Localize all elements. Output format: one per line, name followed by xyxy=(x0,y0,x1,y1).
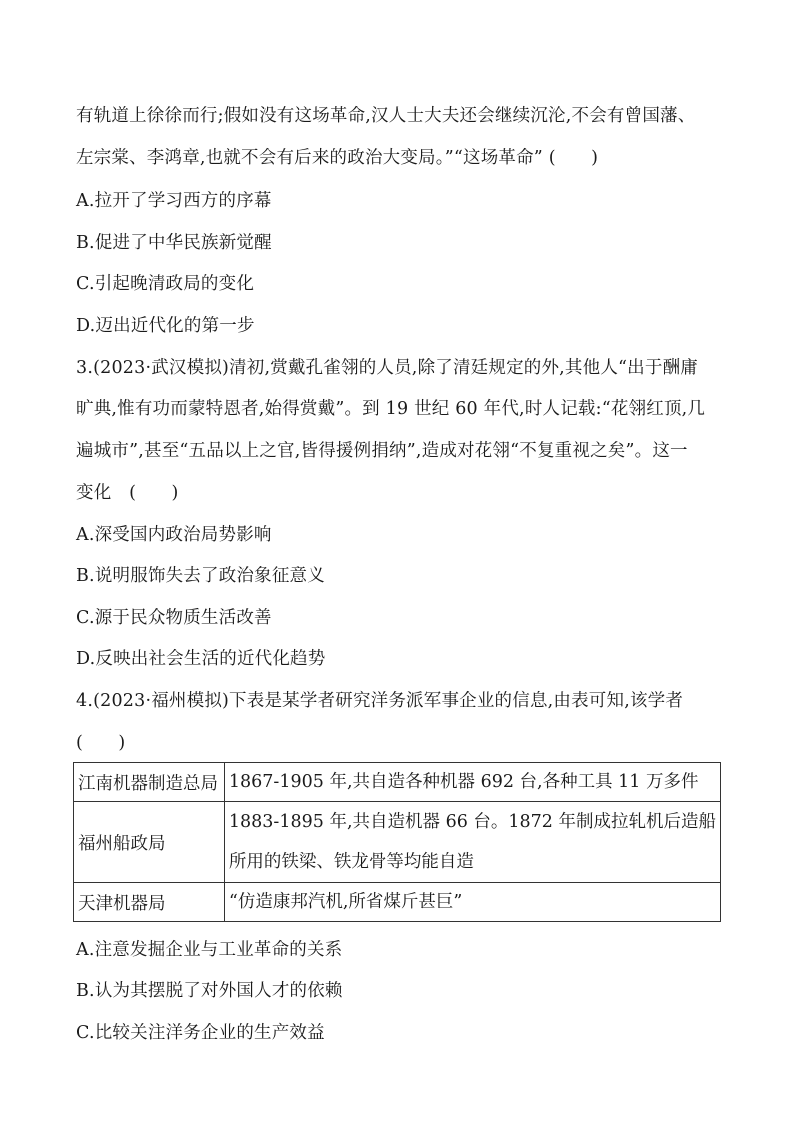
table-cell-enterprise: 江南机器制造总局 xyxy=(74,763,225,802)
table-cell-text: 所用的铁梁、铁龙骨等均能自造 xyxy=(228,852,474,872)
q2-option-a: A.拉开了学习西方的序幕 xyxy=(76,191,272,211)
q4-option-b: B.认为其摆脱了对外国人才的依赖 xyxy=(76,981,343,1001)
table-cell-description xyxy=(224,802,720,883)
q4-stem-line: 4.(2023·福州模拟)下表是某学者研究洋务派军事企业的信息,由表可知,该学者 xyxy=(76,691,684,711)
q3-option-a: A.深受国内政治局势影响 xyxy=(76,525,272,545)
table-cell-enterprise: 天津机器局 xyxy=(74,883,225,922)
q3-option-d: D.反映出社会生活的近代化趋势 xyxy=(76,649,326,669)
table-cell-description xyxy=(224,883,720,922)
q2-stem-line: 有轨道上徐徐而行;假如没有这场革命,汉人士大夫还会继续沉沦,不会有曾国藩、 xyxy=(76,106,696,126)
q4-stem-line: ( ) xyxy=(76,733,126,753)
q4-option-c: C.比较关注洋务企业的生产效益 xyxy=(76,1023,325,1043)
table-cell-description xyxy=(224,763,720,802)
q2-option-c: C.引起晚清政局的变化 xyxy=(76,274,255,294)
q2-option-d: D.迈出近代化的第一步 xyxy=(76,316,255,336)
table-cell-text: 1883-1895 年,共自造机器 66 台。1872 年制成拉轧机后造船 xyxy=(228,812,716,832)
q2-stem-line: 左宗棠、李鸿章,也就不会有后来的政治大变局。”“这场革命” ( ) xyxy=(76,148,599,168)
q3-option-b: B.说明服饰失去了政治象征意义 xyxy=(76,566,325,586)
q3-option-c: C.源于民众物质生活改善 xyxy=(76,608,272,628)
q4-option-a: A.注意发掘企业与工业革命的关系 xyxy=(76,940,343,960)
table-cell-text: “仿造康邦汽机,所省煤斤甚巨” xyxy=(228,892,463,912)
table-row xyxy=(74,802,721,883)
q4-info-table xyxy=(73,762,721,922)
table-cell-enterprise: 福州船政局 xyxy=(74,802,225,883)
q3-stem-line: 变化 ( ) xyxy=(76,483,179,503)
q2-option-b: B.促进了中华民族新觉醒 xyxy=(76,233,272,253)
q3-stem-line: 3.(2023·武汉模拟)清初,赏戴孔雀翎的人员,除了清廷规定的外,其他人“出于酬庸 xyxy=(76,358,698,378)
table-row xyxy=(74,763,721,802)
q3-stem-line: 旷典,惟有功而蒙特恩者,始得赏戴”。到 19 世纪 60 年代,时人记载:“花翎红顶,几 xyxy=(76,399,706,419)
table-row xyxy=(74,883,721,922)
table-cell-text: 1867-1905 年,共自造各种机器 692 台,各种工具 11 万多件 xyxy=(228,772,699,792)
q3-stem-line: 遍城市”,甚至“五品以上之官,皆得援例捐纳”,造成对花翎“不复重视之矣”。这一 xyxy=(76,441,688,461)
